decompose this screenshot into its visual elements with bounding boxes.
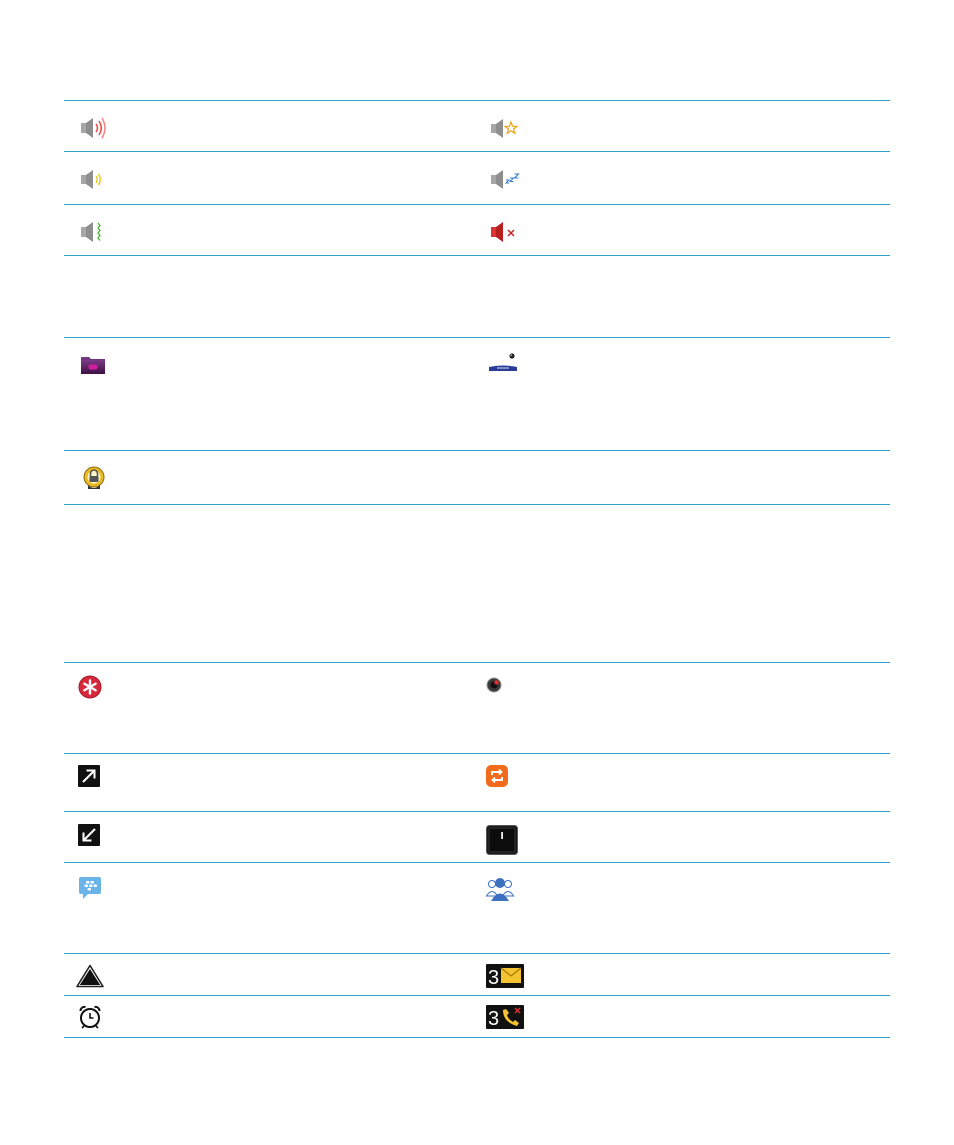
table-row [64,205,890,256]
lock-icon [82,465,106,491]
table-row [64,100,890,152]
table-row [64,152,890,205]
games-folder-icon [80,355,106,375]
incoming-arrow-icon [78,824,100,846]
contacts-icon [486,876,514,902]
missed-calls-count: 3 [488,1008,500,1030]
table-row [64,451,890,505]
table-sound-profiles [64,100,890,256]
unread-messages-count: 3 [488,967,500,989]
speaker-star-icon [490,117,518,139]
speaker-sleep-icon [490,168,520,190]
bbm-alert-icon [78,675,102,699]
sync-icon [486,765,508,787]
table-row [64,996,890,1038]
table-row [64,662,890,754]
speaker-mute-icon [490,220,518,244]
table-row [64,863,890,954]
speaker-normal-icon [80,168,104,190]
table-row [64,754,890,812]
table-status-icons [64,337,890,505]
dock-icon [488,352,518,372]
unread-messages-icon [486,964,524,988]
camera-record-icon [486,677,502,693]
speaker-vibrate-icon [80,220,104,244]
warning-triangle-icon [76,964,104,988]
alarm-clock-icon [78,1005,102,1029]
missed-calls-icon [486,1005,524,1029]
table-row [64,954,890,996]
bbm-chat-icon [78,876,102,900]
table-notification-icons [64,662,890,1038]
outgoing-arrow-icon [78,765,100,787]
table-row [64,337,890,451]
table-row [64,812,890,863]
speaker-loud-icon [80,116,106,140]
keyboard-key-icon [486,825,518,855]
